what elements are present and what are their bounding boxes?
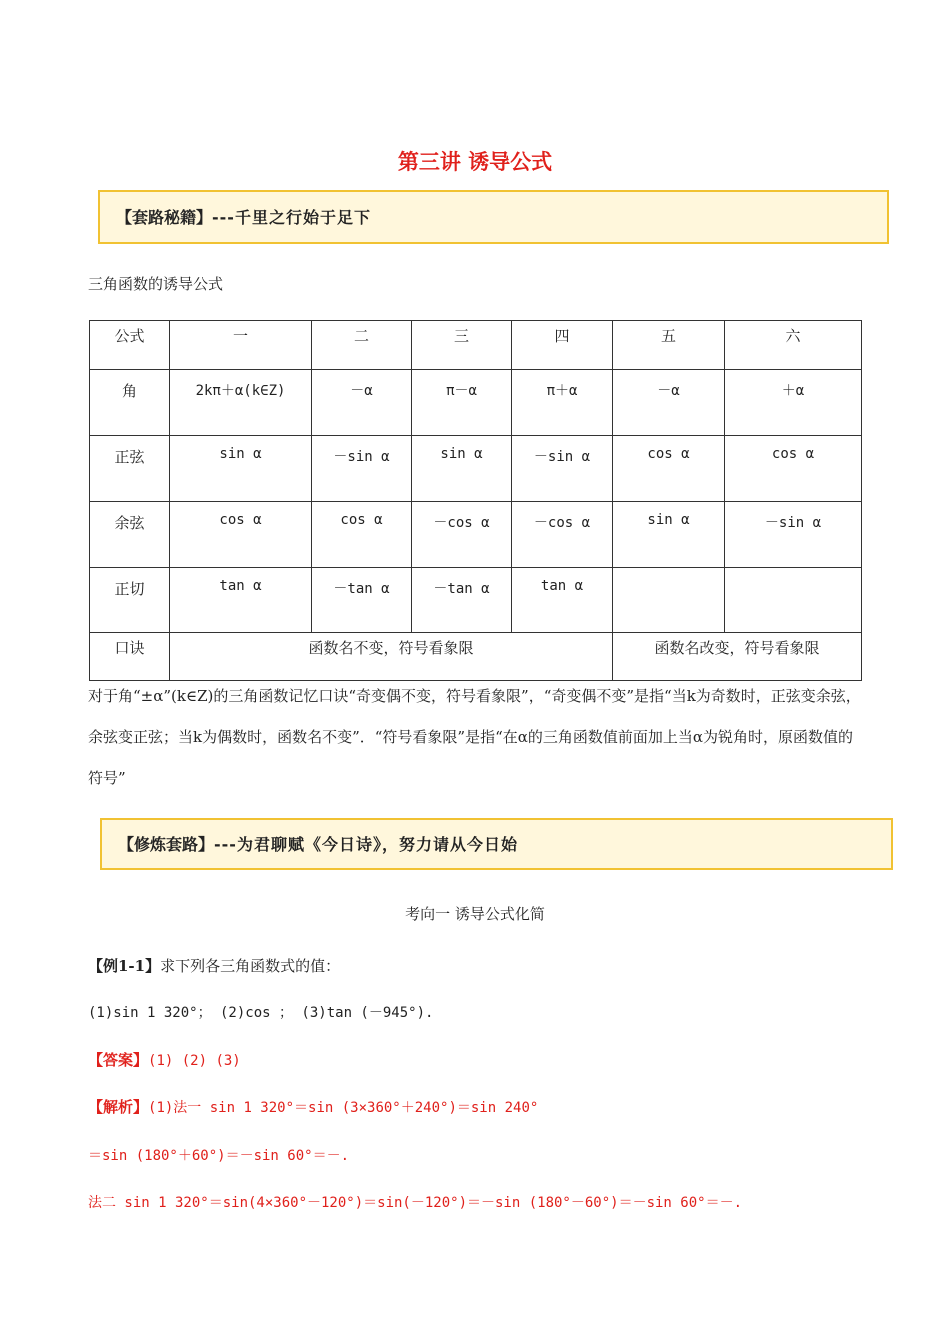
table-header-cell: 四 (512, 321, 613, 370)
table-header-cell: 三 (412, 321, 512, 370)
banner-tips (98, 190, 889, 244)
mnemonic-explanation: 对于角“±α”(k∈Z)的三角函数记忆口诀“奇变偶不变，符号看象限”，“奇变偶不变”是指“当k为奇数时，正弦变余弦，余弦变正弦；当k为偶数时，函数名不变”．“符号看象限”是指“在α的三角函数值前面加上当α为锐角时，原函数值的符号” (88, 687, 861, 787)
table-cell: －tan α (412, 568, 512, 633)
banner-tips-bracket: 【套路秘籍】 (116, 208, 213, 227)
table-header-cell: 六 (725, 321, 862, 370)
table-row-label: 正弦 (90, 436, 170, 502)
table-cell (613, 568, 725, 633)
table-cell: cos α (613, 436, 725, 502)
analysis-line-3: 法二 sin 1 320°＝sin(4×360°－120°)＝sin(－120°)＝－sin (180°－60°)＝－sin 60°＝－. (88, 1195, 743, 1211)
table-cell: π＋α (512, 370, 613, 436)
intro-text: 三角函数的诱导公式 (88, 275, 224, 293)
table-row-label: 余弦 (90, 502, 170, 568)
table-row-label: 正切 (90, 568, 170, 633)
table-cell: sin α (613, 502, 725, 568)
table-row-angle (90, 370, 862, 436)
table-cell: －sin α (512, 436, 613, 502)
table-header-row (90, 321, 862, 370)
table-cell: tan α (512, 568, 613, 633)
table-cell: cos α (170, 502, 312, 568)
table-cell: －cos α (412, 502, 512, 568)
table-cell: cos α (725, 436, 862, 502)
answer-text: (1) (2) (3) (148, 1053, 241, 1069)
analysis-line-1 (88, 1096, 538, 1117)
table-row-tangent (90, 568, 862, 633)
table-header-cell: 公式 (90, 321, 170, 370)
section-heading: 考向一 诱导公式化简 (405, 905, 545, 923)
table-cell: π－α (412, 370, 512, 436)
table-row-cosine (90, 502, 862, 568)
banner-practice-text (118, 832, 518, 855)
table-cell: －sin α (725, 502, 862, 568)
banner-tips-subtitle: ---千里之行始于足下 (212, 208, 371, 227)
table-cell: sin α (412, 436, 512, 502)
table-cell: cos α (312, 502, 412, 568)
example-line (88, 955, 340, 976)
analysis-text-1: (1)法一 sin 1 320°＝sin (3×360°＋240°)＝sin 240° (148, 1100, 539, 1116)
table-row-mnemonic (90, 633, 862, 681)
formula-table (89, 320, 862, 681)
table-cell: sin α (170, 436, 312, 502)
page-title: 第三讲 诱导公式 (397, 150, 553, 174)
analysis-tag: 【解析】 (88, 1098, 149, 1116)
table-header-cell: 二 (312, 321, 412, 370)
table-cell: tan α (170, 568, 312, 633)
table-cell (725, 568, 862, 633)
table-cell: －cos α (512, 502, 613, 568)
table-cell: ＋α (725, 370, 862, 436)
table-cell: 2kπ＋α(k∈Z) (170, 370, 312, 436)
analysis-line-2: ＝sin (180°＋60°)＝－sin 60°＝－. (88, 1148, 350, 1164)
table-header-cell: 一 (170, 321, 312, 370)
answer-line (88, 1049, 241, 1070)
table-row-label: 口诀 (90, 633, 170, 681)
banner-practice-subtitle: ---为君聊赋《今日诗》，努力请从今日始 (214, 835, 518, 854)
table-cell: －α (613, 370, 725, 436)
table-cell: －sin α (312, 436, 412, 502)
banner-practice-bracket: 【修炼套路】 (118, 835, 215, 854)
example-tag: 【例1-1】 (88, 957, 161, 975)
table-row-label: 角 (90, 370, 170, 436)
mnemonic-right-cell: 函数名改变，符号看象限 (613, 633, 862, 681)
problem-list: (1)sin 1 320°； (2)cos ； (3)tan (－945°). (88, 1005, 434, 1021)
answer-tag: 【答案】 (88, 1051, 149, 1069)
table-header-cell: 五 (613, 321, 725, 370)
table-cell: －tan α (312, 568, 412, 633)
example-text: 求下列各三角函数式的值： (160, 957, 341, 975)
table-row-sine (90, 436, 862, 502)
mnemonic-left-cell: 函数名不变，符号看象限 (170, 633, 613, 681)
banner-tips-text (116, 205, 371, 228)
table-cell: －α (312, 370, 412, 436)
banner-practice (100, 818, 893, 870)
